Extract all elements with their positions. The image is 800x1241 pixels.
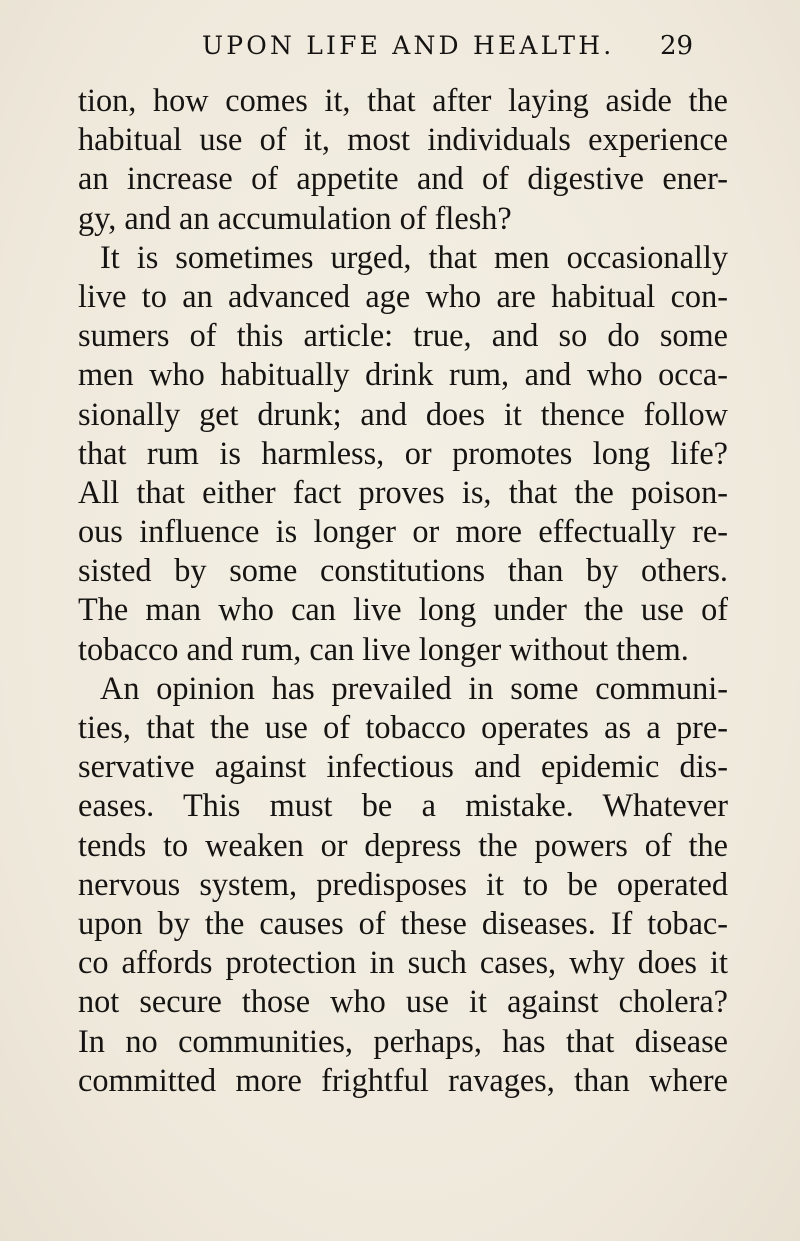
running-header: [0, 30, 800, 70]
page-number: 29: [660, 31, 694, 61]
text-line: It is sometimes urged, that men occasionally: [100, 238, 728, 275]
text-line: sionally get drunk; and does it thence follow: [78, 395, 728, 432]
text-line: eases. This must be a mistake. Whatever: [78, 787, 728, 824]
text-line: co affords protection in such cases, why does it: [78, 944, 728, 981]
text-line: ties, that the use of tobacco operates as a pre-: [78, 709, 728, 745]
text-line: an increase of appetite and of digestive ener-: [78, 160, 728, 197]
text-line: The man who can live long under the use of: [78, 591, 728, 628]
text-line: live to an advanced age who are habitual con-: [78, 277, 728, 314]
text-line: gy, and an accumulation of flesh?: [78, 199, 512, 236]
text-line: sisted by some constitutions than by others.: [78, 552, 728, 589]
text-line: An opinion has prevailed in some communi-: [100, 669, 728, 706]
text-line: nervous system, predisposes it to be operated: [78, 865, 728, 902]
text-line: committed more frightful ravages, than where: [78, 1061, 728, 1098]
text-line: In no communities, perhaps, has that disease: [78, 1022, 728, 1059]
text-line: tion, how comes it, that after laying aside the: [78, 82, 728, 118]
text-line: tobacco and rum, can live longer without them.: [78, 630, 689, 667]
text-line: servative against infectious and epidemic dis-: [78, 748, 728, 785]
text-line: All that either fact proves is, that the poison-: [78, 473, 728, 510]
running-title: UPON LIFE AND HEALTH.: [202, 31, 615, 60]
text-line: upon by the causes of these diseases. If tobac-: [78, 904, 728, 941]
text-line: tends to weaken or depress the powers of the: [78, 826, 728, 863]
text-line: habitual use of it, most individuals experience: [78, 121, 728, 158]
text-line: men who habitually drink rum, and who occa-: [78, 356, 728, 393]
text-line: that rum is harmless, or promotes long life?: [78, 434, 728, 471]
text-line: ous influence is longer or more effectually re-: [78, 513, 728, 550]
text-line: not secure those who use it against cholera?: [78, 983, 728, 1020]
body-text: [78, 81, 728, 1100]
text-line: sumers of this article: true, and so do some: [78, 317, 728, 354]
